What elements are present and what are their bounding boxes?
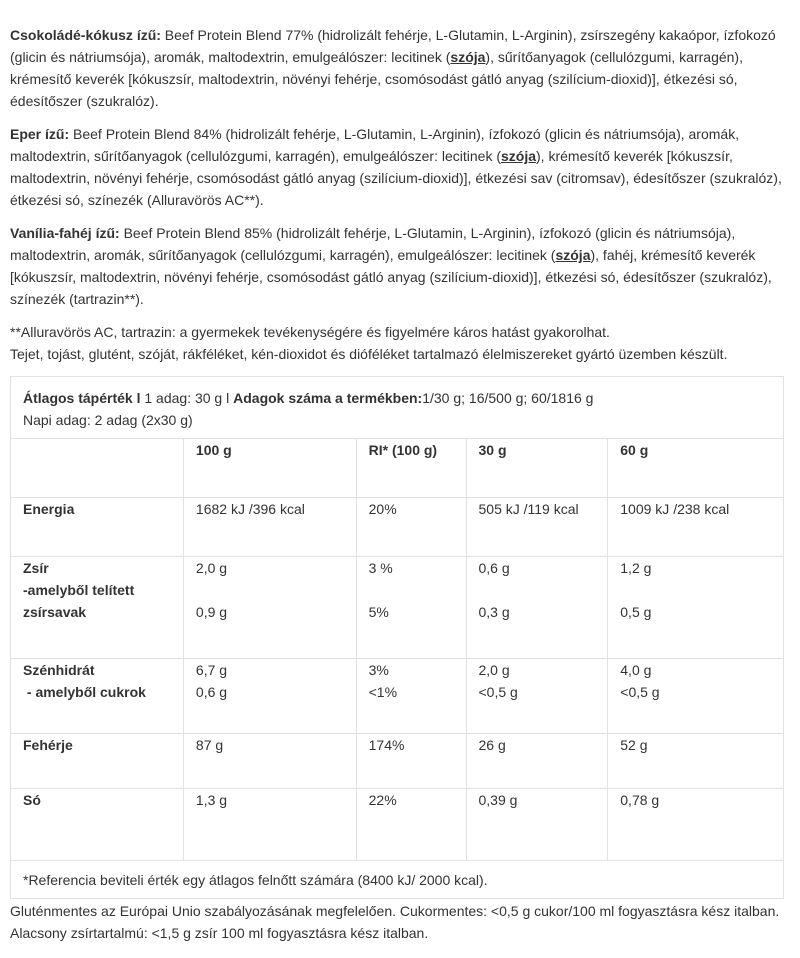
ingredients-text: ), krémesítő keverék [kókuszsír, maltodextrin, növényi fehérje, csomósodást gátló anyag (szilícium-dioxid)], étkezési sav (citromsav), édesítőszer (szukralóz), étkezési só, színezék (Alluravörös AC**). <box>10 148 782 208</box>
nutrition-table <box>10 376 784 899</box>
allergen-soy: szója <box>450 49 486 65</box>
header-cell: RI* (100 g) <box>356 439 466 498</box>
header-cell: 100 g <box>183 439 356 498</box>
allergen-notes <box>10 321 790 365</box>
ingredients-chocolate-coconut <box>10 0 790 112</box>
value-60g <box>608 557 784 659</box>
value-100g: 1,3 g <box>183 789 356 861</box>
value-60g: 1009 kJ /238 kcal <box>608 498 784 557</box>
colorant-warning: **Alluravörös AC, tartrazin: a gyermekek tevékenységére és figyelmére káros hatást gyakorolhat. <box>10 324 610 340</box>
row-label <box>11 557 184 659</box>
carb-60g: 4,0 g <box>620 662 652 678</box>
row-label <box>11 659 184 734</box>
carb-100g: 6,7 g <box>195 662 228 678</box>
allergen-soy: szója <box>501 148 537 164</box>
saturated-ri: 5% <box>368 604 389 620</box>
value-ri: 174% <box>356 734 466 789</box>
sugars-ri: <1% <box>368 684 398 700</box>
value-100g: 87 g <box>183 734 356 789</box>
fat-100g: 2,0 g <box>195 560 228 576</box>
value-100g: 1682 kJ /396 kcal <box>183 498 356 557</box>
carb-ri: 3% <box>368 662 389 678</box>
caption-daily-dose: Napi adag: 2 adag (2x30 g) <box>23 412 193 428</box>
caption-title: Átlagos tápérték l <box>23 390 141 406</box>
saturated-60g: 0,5 g <box>620 604 652 620</box>
row-label: Energia <box>11 498 184 557</box>
allergen-soy: szója <box>555 247 591 263</box>
ingredients-text: Beef Protein Blend 77% (hidrolizált fehérje, L-Glutamin, L-Arginin), zsírszegény kakaópor, ízfokozó (glicin és nátriumsója), aromák, maltodextrin, emulgeálószer: lecitinek ( <box>10 27 776 65</box>
header-cell: 30 g <box>466 439 608 498</box>
carb-label: Szénhidrát <box>23 662 95 678</box>
table-header-row <box>11 439 784 498</box>
value-30g: 26 g <box>466 734 608 789</box>
value-ri <box>356 659 466 734</box>
saturated-100g: 0,9 g <box>195 604 228 620</box>
gluten-sugar-free-claim: Gluténmentes az Európai Unio szabályozásának megfelelően. Cukormentes: <0,5 g cukor/100 ml fogyasztásra kész italban. <box>10 903 780 919</box>
fat-ri: 3 % <box>368 560 393 576</box>
ingredients-strawberry <box>10 123 790 211</box>
fat-label: Zsír <box>23 560 49 576</box>
saturated-label-2: zsírsavak <box>23 604 87 620</box>
table-row-energy <box>11 498 784 557</box>
value-30g <box>466 557 608 659</box>
value-100g <box>183 659 356 734</box>
saturated-label-1: -amelyből telített <box>23 582 135 598</box>
value-ri: 22% <box>356 789 466 861</box>
sugars-100g: 0,6 g <box>195 684 228 700</box>
fat-30g: 0,6 g <box>478 560 510 576</box>
value-ri: 20% <box>356 498 466 557</box>
row-label: Só <box>11 789 184 861</box>
ingredients-text: Beef Protein Blend 85% (hidrolizált fehérje, L-Glutamin, L-Arginin), ízfokozó (glicin és nátriumsója), maltodextrin, aromák, sűrítőanyagok (cellulózgumi, karragén), emulgeálószer: lecitinek ( <box>10 225 736 263</box>
sugars-60g: <0,5 g <box>620 684 660 700</box>
value-30g: 0,39 g <box>466 789 608 861</box>
value-60g <box>608 659 784 734</box>
fat-60g: 1,2 g <box>620 560 652 576</box>
row-label: Fehérje <box>11 734 184 789</box>
value-60g: 52 g <box>608 734 784 789</box>
claims-section <box>10 900 790 944</box>
table-row-protein <box>11 734 784 789</box>
table-row-carbohydrate <box>11 659 784 734</box>
flavor-label: Vanília-fahéj ízű: <box>10 225 120 241</box>
carb-30g: 2,0 g <box>478 662 510 678</box>
sugars-30g: <0,5 g <box>478 684 518 700</box>
table-caption <box>11 377 784 439</box>
value-30g: 505 kJ /119 kcal <box>466 498 608 557</box>
value-30g <box>466 659 608 734</box>
saturated-30g: 0,3 g <box>478 604 510 620</box>
value-100g <box>183 557 356 659</box>
ingredients-text: ), fahéj, krémesítő keverék [kókuszsír, maltodextrin, növényi fehérje, csomósodást gátló anyag (szilícium-dioxid)], étkezési só, édesítőszer (szukralóz), színezék (tartrazin**). <box>10 247 772 307</box>
header-cell <box>11 439 184 498</box>
caption-servings-value: 1/30 g; 16/500 g; 60/1816 g <box>422 390 594 406</box>
value-60g: 0,78 g <box>608 789 784 861</box>
flavor-label: Eper ízű: <box>10 126 70 142</box>
ingredients-text: Beef Protein Blend 84% (hidrolizált fehérje, L-Glutamin, L-Arginin), ízfokozó (glicin és nátriumsója), aromák, maltodextrin, sűrítőanyagok (cellulózgumi, karragén), emulgeálószer: lecitinek ( <box>10 126 740 164</box>
table-row-fat <box>11 557 784 659</box>
flavor-label: Csokoládé-kókusz ízű: <box>10 27 161 43</box>
table-row-salt <box>11 789 784 861</box>
ingredients-vanilla-cinnamon <box>10 222 790 310</box>
value-ri <box>356 557 466 659</box>
caption-servings-label: Adagok száma a termékben: <box>233 390 423 406</box>
table-footnote-row <box>11 861 784 899</box>
caption-serving: 1 adag: 30 g l <box>140 390 234 406</box>
header-cell: 60 g <box>608 439 784 498</box>
reference-intake-footnote: *Referencia beviteli érték egy átlagos felnőtt számára (8400 kJ/ 2000 kcal). <box>11 861 784 899</box>
factory-allergen-note: Tejet, tojást, glutént, szóját, rákféléket, kén-dioxidot és dióféléket tartalmazó élelmiszereket gyártó üzemben készült. <box>10 346 728 362</box>
sugars-label: - amelyből cukrok <box>23 684 146 700</box>
table-caption-row <box>11 377 784 439</box>
low-fat-claim: Alacsony zsírtartalmú: <1,5 g zsír 100 ml fogyasztásra kész italban. <box>10 925 429 941</box>
ingredients-text: ), sűrítőanyagok (cellulózgumi, karragén), krémesítő keverék [kókuszsír, maltodextrin, növényi fehérje, csomósodást gátló anyag (szilícium-dioxid)], étkezési só, édesítőszer (szukralóz). <box>10 49 743 109</box>
